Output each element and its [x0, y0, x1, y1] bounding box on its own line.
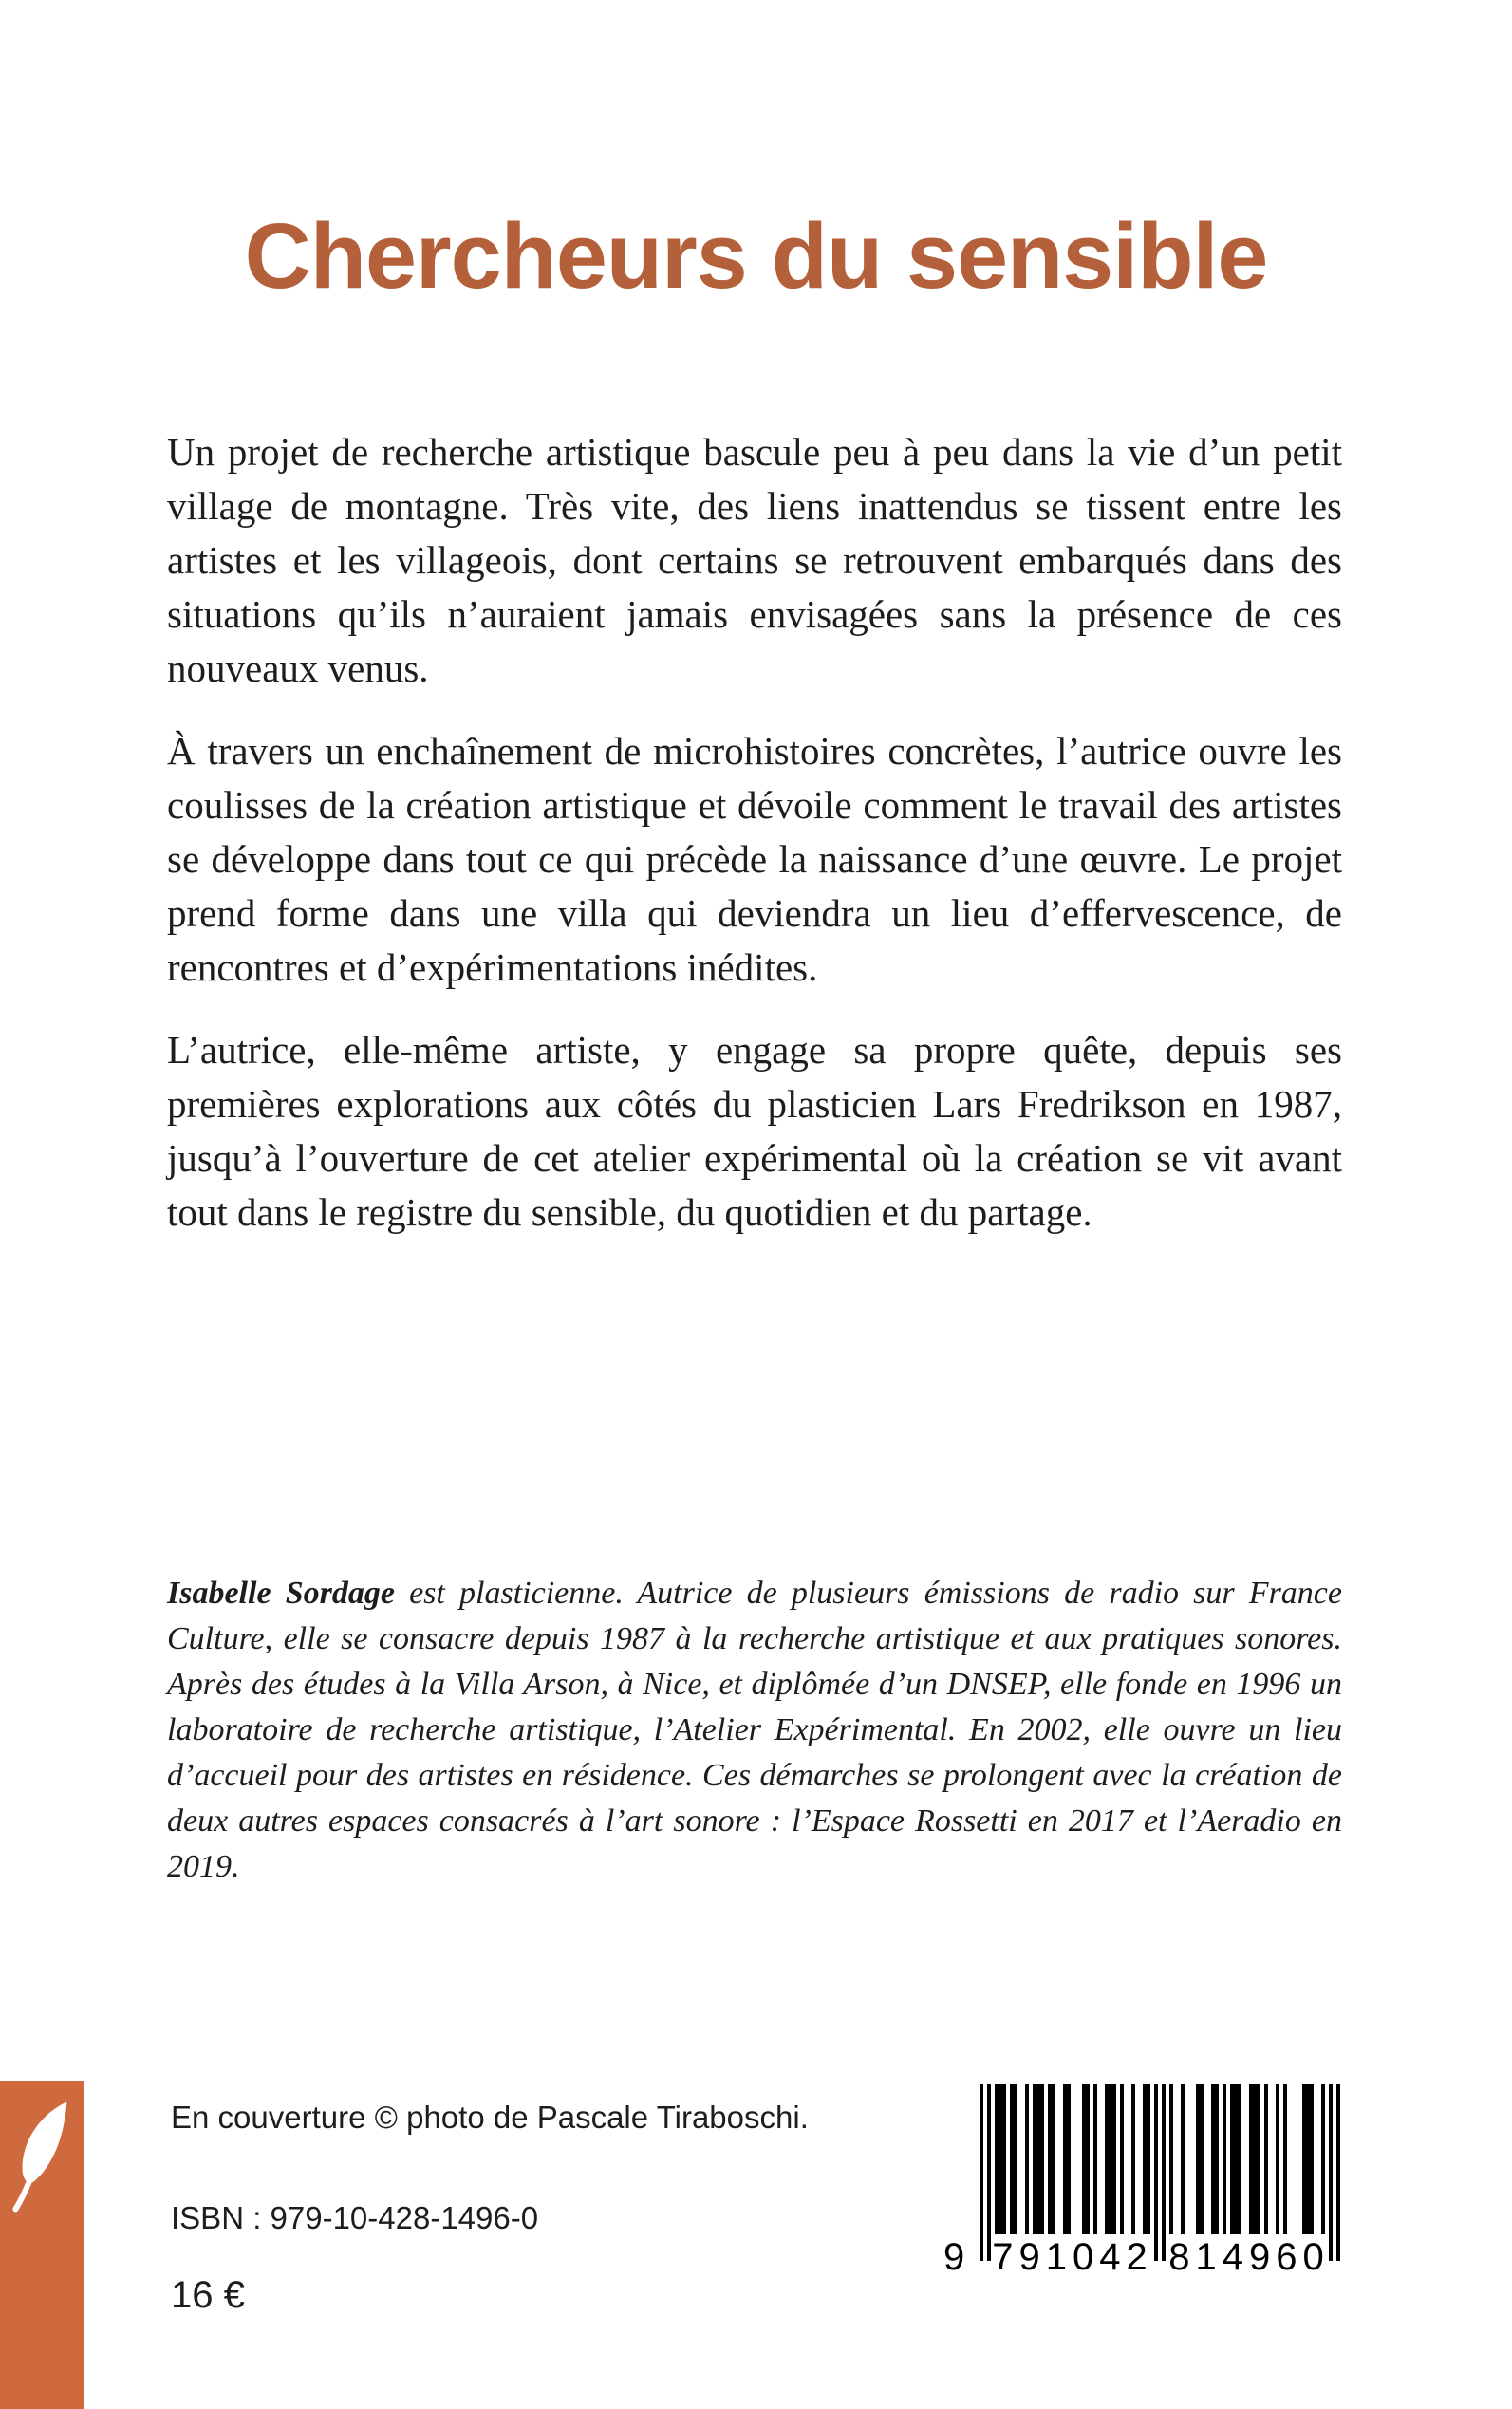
synopsis-paragraph-1: Un projet de recherche artistique bascule peu à peu dans la vie d’un petit village de montagne. Très vite, des liens inattendus se tissent entre les artistes et les villageois, dont certains se retrouvent embarqués dans des situations qu’ils n’auraient jamais envisagées sans la présence de ces nouveaux venus.	[167, 430, 1342, 690]
barcode-digit-first: 9	[943, 2236, 965, 2278]
barcode-bars	[980, 2084, 1340, 2261]
synopsis-paragraph-3: L’autrice, elle-même artiste, y engage sa propre quête, depuis ses premières explorations aux côtés du plasticien Lars Fredrikson en 1987, jusqu’à l’ouverture de cet atelier expérimental où la création se vit avant tout dans le registre du sensible, du quotidien et du partage.	[167, 1028, 1342, 1234]
barcode-number	[943, 2236, 1340, 2282]
barcode-digits-right: 814960	[1168, 2236, 1330, 2278]
publisher-feather-icon	[8, 2094, 76, 2217]
price: 16 €	[171, 2274, 245, 2316]
synopsis	[167, 425, 1342, 1268]
cover-photo-credit: En couverture © photo de Pascale Tiraboschi.	[171, 2100, 809, 2135]
barcode-module	[1336, 2084, 1340, 2261]
isbn: ISBN : 979-10-428-1496-0	[171, 2200, 539, 2235]
author-bio-text: est plasticienne. Autrice de plusieurs émissions de radio sur France Culture, elle se consacre depuis 1987 à la recherche artistique et aux pratiques sonores. Après des études à la Villa Arson, à Nice, et diplômée d’un DNSEP, elle fonde en 1996 un laboratoire de recherche artistique, l’Atelier Expérimental. En 2002, elle ouvre un lieu d’accueil pour des artistes en résidence. Ces démarches se prolongent avec la création de deux autres espaces consacrés à l’art sonore : l’Espace Rossetti en 2017 et l’Aeradio en 2019.	[167, 1576, 1342, 1884]
barcode-digits-left: 791042	[992, 2236, 1153, 2278]
synopsis-paragraph-2: À travers un enchaînement de microhistoires concrètes, l’autrice ouvre les coulisses de la création artistique et dévoile comment le travail des artistes se développe dans tout ce qui précède la naissance d’une œuvre. Le projet prend forme dans une villa qui deviendra un lieu d’effervescence, de rencontres et d’expérimentations inédites.	[167, 729, 1342, 989]
book-title: Chercheurs du sensible	[244, 203, 1268, 308]
publisher-accent-bar	[0, 2081, 84, 2409]
author-name: Isabelle Sordage	[167, 1576, 395, 1611]
author-bio	[167, 1571, 1342, 1890]
barcode	[943, 2084, 1340, 2282]
